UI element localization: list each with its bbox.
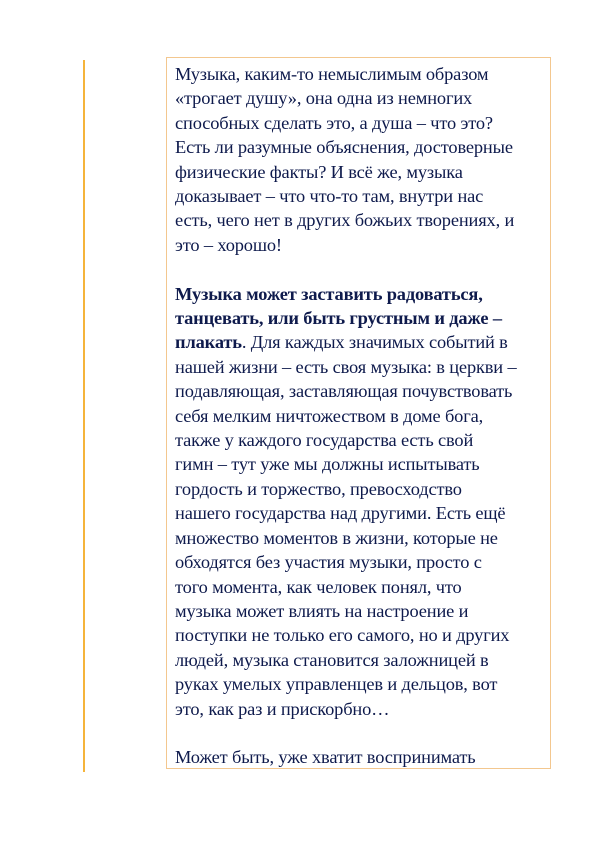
text-frame <box>166 57 551 769</box>
paragraph-2-body: . Для каждых значимых событий в нашей жизни – есть своя музыка: в церкви – подавляющая, заставляющая почувствовать себя мелким ничтожеством в доме бога, также у каждого государства есть свой гимн – тут уже мы должны испытывать гордость и торжество, превосходство нашего государства над другими. Есть ещё множество моментов в жизни, которые не обходятся без участия музыки, просто с того момента, как человек понял, что музыка может влиять на настроение и поступки не только его самого, но и других людей, музыка становится заложницей в руках умелых управленцев и дельцов, вот это, как раз и прискорбно… <box>175 332 517 719</box>
paragraph-3: Может быть, уже хватит воспринимать <box>175 747 476 768</box>
left-margin-rule <box>83 60 85 772</box>
paragraph-1: Музыка, каким-то немыслимым образом «трогает душу», она одна из немногих способных сделать это, а душа – что это? Есть ли разумные объяснения, достоверные физические факты? И всё же, музыка доказывает – что что-то там, внутри нас есть, чего нет в других божьих творениях, и это – хорошо! <box>175 64 515 255</box>
paragraph-2-bold-lead: Музыка может заставить радоваться, танцевать, или быть грустным и даже – плакать <box>175 283 502 353</box>
paragraph-2 <box>175 282 544 721</box>
